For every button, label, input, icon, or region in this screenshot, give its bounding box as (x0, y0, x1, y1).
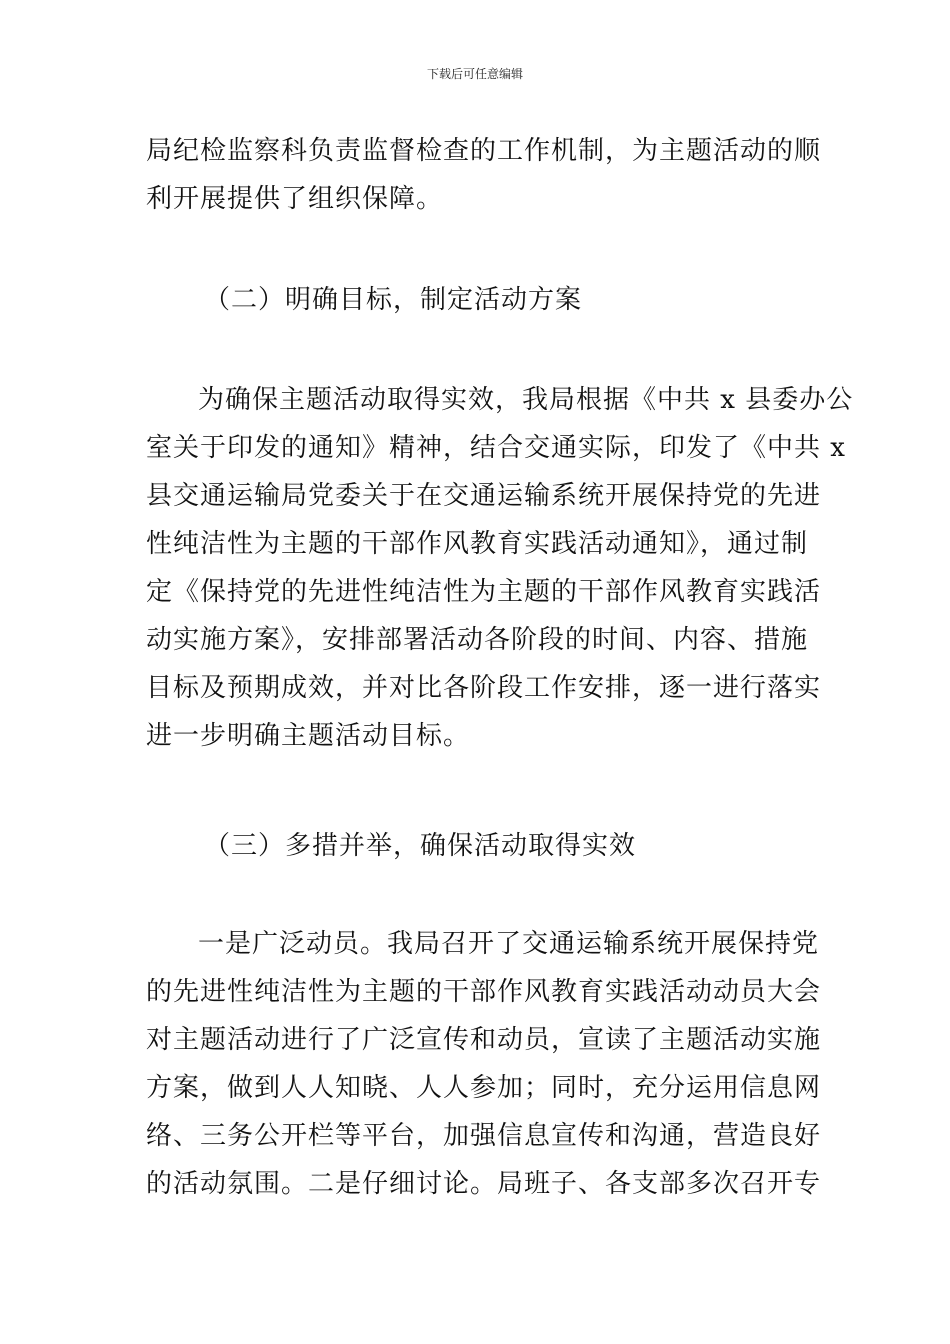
paragraph-line: 利开展提供了组织保障。 (146, 184, 444, 214)
paragraph-line: 络、三务公开栏等平台，加强信息宣传和沟通，营造良好 (146, 1121, 822, 1151)
heading-text: （二）明确目标，制定活动方案 (204, 285, 583, 315)
paragraph-line: 对主题活动进行了广泛宣传和动员，宣读了主题活动实施 (146, 1025, 822, 1055)
heading-text: （三）多措并举，确保活动取得实效 (204, 831, 637, 861)
section-heading-3 (146, 822, 810, 870)
paragraph-line: 目标及预期成效，并对比各阶段工作安排，逐一进行落实 (146, 673, 822, 703)
paragraph-objectives (146, 376, 854, 760)
paragraph-line: 进一步明确主题活动目标。 (146, 721, 471, 751)
paragraph-line: 性纯洁性为主题的干部作风教育实践活动通知》，通过制 (146, 529, 809, 559)
paragraph-line: 为确保主题活动取得实效，我局根据《中共 x 县委办公 (198, 385, 854, 415)
paragraph-line: 的活动氛围。二是仔细讨论。局班子、各支部多次召开专 (146, 1169, 822, 1199)
paragraph-measures (146, 920, 822, 1208)
paragraph-line: 县交通运输局党委关于在交通运输系统开展保持党的先进 (146, 481, 822, 511)
paragraph-line: 局纪检监察科负责监督检查的工作机制，为主题活动的顺 (146, 136, 822, 166)
paragraph-continuation (146, 127, 822, 223)
paragraph-line: 一是广泛动员。我局召开了交通运输系统开展保持党 (198, 929, 820, 959)
paragraph-line: 动实施方案》，安排部署活动各阶段的时间、内容、措施 (146, 625, 809, 655)
paragraph-line: 方案，做到人人知晓、人人参加；同时，充分运用信息网 (146, 1073, 822, 1103)
paragraph-line: 室关于印发的通知》精神，结合交通实际，印发了《中共 x (146, 433, 846, 463)
page-header: 下载后可任意编辑 (426, 67, 523, 81)
section-heading-2 (146, 276, 810, 324)
paragraph-line: 定《保持党的先进性纯洁性为主题的干部作风教育实践活 (146, 577, 822, 607)
paragraph-line: 的先进性纯洁性为主题的干部作风教育实践活动动员大会 (146, 977, 822, 1007)
